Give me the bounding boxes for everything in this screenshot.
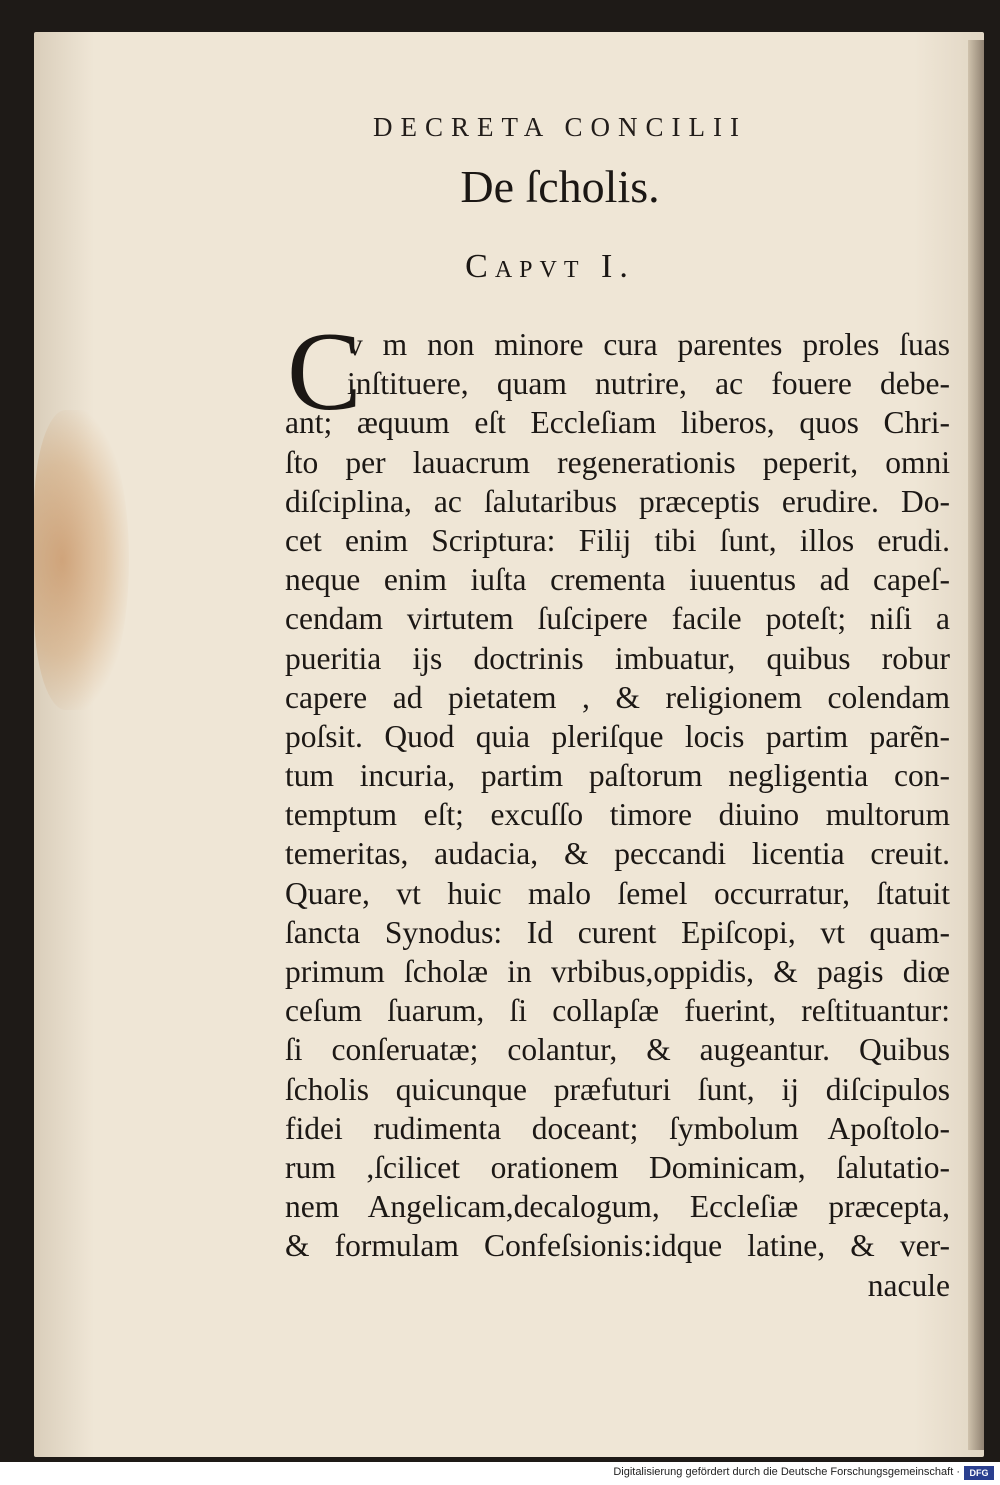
text-line: ſancta Synodus: Id curent Epiſcopi, vt quam-	[285, 914, 950, 950]
text-line: neque enim iuſta crementa iuuentus ad capeſ-	[285, 562, 950, 598]
text-line: ſcholis quicunque præfuturi ſunt, ij diſcipulos	[285, 1071, 950, 1107]
footer-bar	[0, 1462, 1000, 1485]
text-line: Quare, vt huic malo ſemel occurratur, ſtatuit	[285, 875, 950, 911]
drop-cap: C	[287, 310, 362, 434]
dfg-logo-icon: DFG	[964, 1466, 994, 1480]
catchword: nacule	[867, 1267, 950, 1303]
text-line: poſsit. Quod quia pleriſque locis partim parẽn-	[285, 718, 950, 754]
text-line: pueritia ijs doctrinis imbuatur, quibus robur	[285, 640, 950, 676]
water-stain	[34, 410, 129, 710]
text-line: ant; æquum eſt Eccleſiam liberos, quos Chri-	[285, 405, 950, 441]
text-line: ſi conſeruatæ; colantur, & augeantur. Quibus	[285, 1032, 950, 1068]
text-line: rum ,ſcilicet orationem Dominicam, ſalutatio-	[285, 1149, 950, 1185]
footer-credit: Digitalisierung gefördert durch die Deutsche Forschungsgemeinschaft ·	[613, 1466, 960, 1478]
text-line: inſtituere, quam nutrire, ac fouere debe-	[347, 366, 950, 402]
text-line: ſto per lauacrum regenerationis peperit, omni	[285, 444, 950, 480]
text-line: cendam virtutem ſuſcipere facile poteſt; niſi a	[285, 601, 950, 637]
body-text	[285, 325, 950, 1305]
text-line: v m non minore cura parentes proles ſuas	[347, 327, 950, 362]
text-line: fidei rudimenta doceant; ſymbolum Apoſtolo-	[285, 1110, 950, 1146]
text-line: temptum eſt; excuſſo timore diuino multorum	[285, 797, 950, 833]
section-title: De ſcholis.	[460, 161, 660, 212]
text-line: ceſum ſuarum, ſi collapſæ fuerint, reſtituantur:	[285, 993, 950, 1029]
text-line: cet enim Scriptura: Filij tibi ſunt, illos erudi.	[285, 522, 950, 558]
page-edge	[968, 40, 984, 1450]
text-line: capere ad pietatem , & religionem colendam	[285, 679, 950, 715]
text-line: temeritas, audacia, & peccandi licentia creuit.	[285, 836, 950, 872]
text-line: nem Angelicam,decalogum, Eccleſiæ præcepta,	[285, 1189, 950, 1225]
text-line: primum ſcholæ in vrbibus,oppidis, & pagis diœ	[285, 954, 950, 989]
text-line: & formulam Confeſsionis:idque latine, & ver-	[285, 1228, 950, 1264]
text-line: tum incuria, partim paſtorum negligentia con-	[285, 758, 950, 794]
text-line: diſciplina, ac ſalutaribus præceptis erudire. Do-	[285, 483, 950, 519]
running-head: DECRETA CONCILII	[372, 112, 748, 142]
chapter-title: Capvt I.	[465, 248, 635, 285]
